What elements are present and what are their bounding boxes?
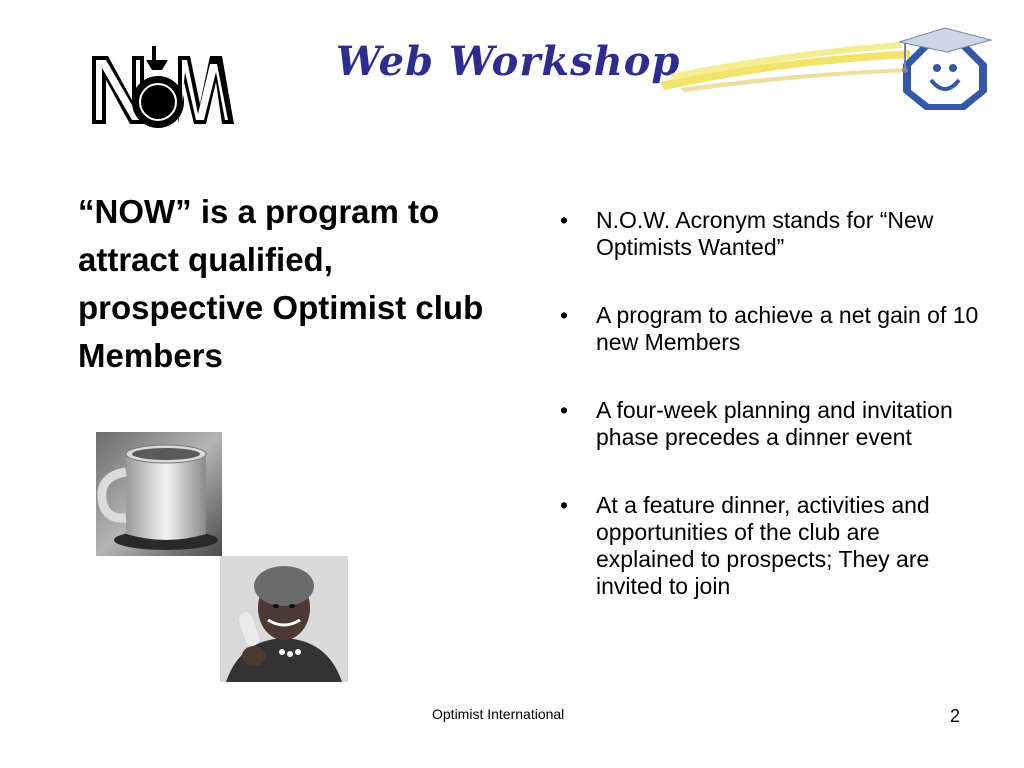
list-item [560,207,980,261]
bullet-symbol: • [560,207,569,233]
bullet-text: N.O.W. Acronym stands for “New Optimists Wanted” [596,207,934,260]
headline: “NOW” is a program to attract qualified, prospective Optimist club Members [78,193,484,374]
bullet-text: At a feature dinner, activities and opportunities of the club are explained to prospects; They are invited to join [596,492,930,599]
list-item [560,397,980,451]
coffee-mug-photo [96,432,222,556]
bullet-text: A four-week planning and invitation phase precedes a dinner event [596,397,953,450]
woman-on-phone-photo [220,556,348,682]
list-item [560,492,980,600]
swoosh-decoration-icon [660,28,910,98]
now-logo-icon [88,42,238,142]
list-item [560,302,980,356]
bullet-text: A program to achieve a net gain of 10 new Members [596,302,979,355]
bullet-list [560,207,980,641]
page-title: Web Workshop [336,38,681,85]
bullet-symbol: • [560,397,569,423]
bullet-symbol: • [560,492,569,518]
footer-organization: Optimist International [432,706,565,722]
bullet-symbol: • [560,302,569,328]
page-number: 2 [950,706,961,726]
smiley-graduation-cap-icon [895,22,995,112]
